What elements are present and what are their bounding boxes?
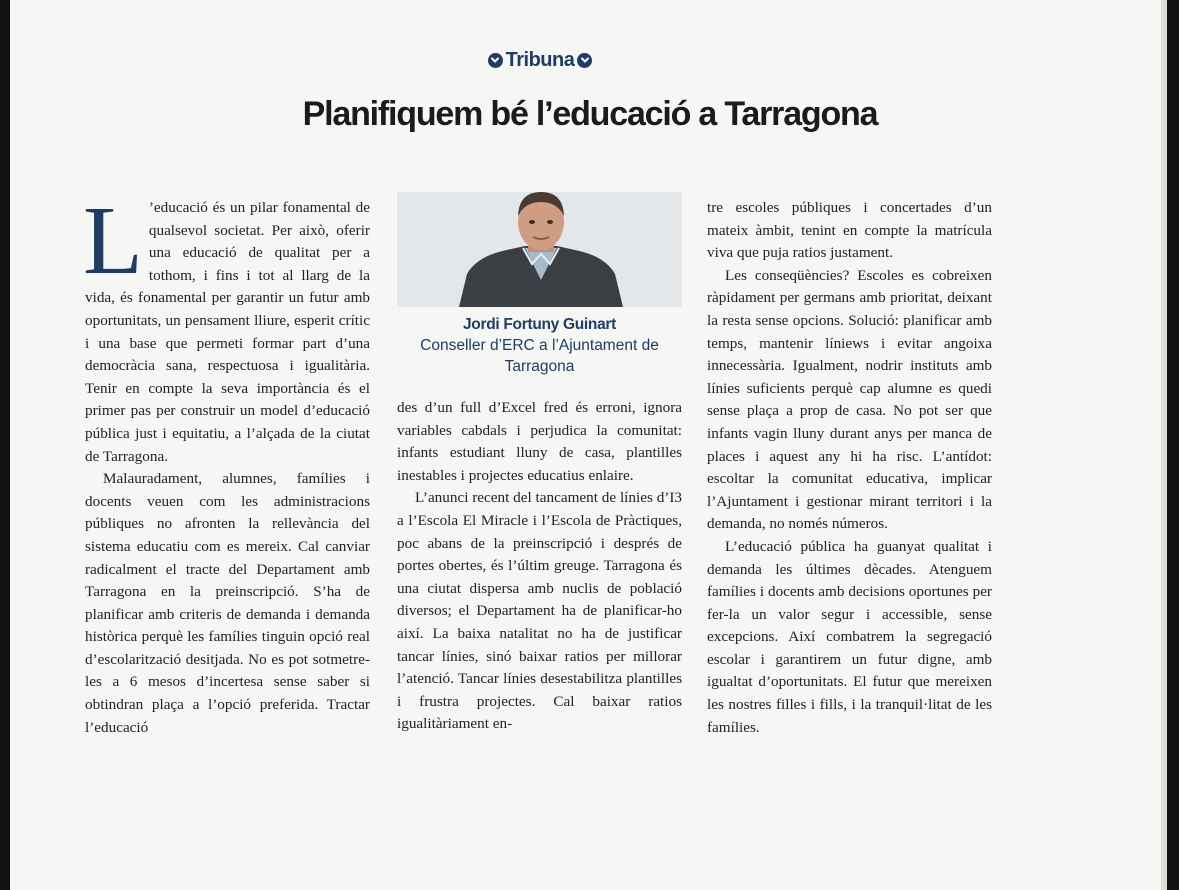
- article-paragraph: L’anunci recent del tancament de línies d’I3 a l’Escola El Miracle i l’Escola de Pràctiques, poc abans de la preinscripció i després de portes obertes, és l’últim greuge. Tarragona és una ciutat dispersa amb nuclis de població diversos; el Departament ha de planificar-ho així. La baixa natalitat no ha de justificar tancar línies, sinó baixar ratios per millorar l’atenció. Tancar línies desestabilitza plantilles i frustra projectes. Cal baixar ratios igualitàriament en-: [397, 489, 682, 733]
- author-name: Jordi Fortuny Guinart: [462, 316, 616, 333]
- author-role: Conseller d’ERC a l’Ajuntament de Tarragona: [420, 337, 659, 375]
- section-label: Tribuna: [505, 48, 575, 71]
- article-paragraph: des d’un full d’Excel fred és erroni, ignora variables cabdals i perjudica la comunitat: infants estudiant lluny de casa, plantilles inestables i projectes educatius enlaire.: [397, 399, 682, 484]
- article-paragraph: L’educació pública ha guanyat qualitat i demanda les últimes dècades. Atenguem famílies i docents amb decisions oportunes per fer-la un valor segur i accessible, sense excepcions. Així combatrem la segregació escolar i garantirem un futur digne, amb igualtat d’oportunitats. El futur que mereixen les nostres filles i fills, i la tranquil·litat de les famílies.: [707, 537, 992, 736]
- article-column-1: [83, 187, 370, 739]
- dropcap: L: [83, 187, 143, 295]
- chevron-down-circle-icon: [577, 53, 592, 68]
- article-paragraph: tre escoles públiques i concertades d’un mateix àmbit, tenint en compte la matrícula viva que puja ratios justament.: [707, 199, 992, 262]
- article-column-2: [397, 397, 682, 736]
- author-photo: [397, 192, 682, 307]
- byline: [397, 314, 682, 377]
- newspaper-page: [10, 0, 1167, 890]
- article-paragraph: Malauradament, alumnes, famílies i docents veuen com les administracions públiques no afronten la rellevància del sistema educatiu com es mereix. Cal canviar radicalment el tracte del Departament amb Tarragona en la preinscripció. S’ha de planificar amb criteris de demanda i demanda històrica perquè les famílies tinguin opció real d’escolarització desitjada. No es pot sotmetre-les a 6 mesos d’incertesa sense saber si obtindran plaça a l’opció preferida. Tractar l’educació: [85, 470, 370, 736]
- chevron-down-circle-icon: [488, 53, 503, 68]
- article-paragraph: Les conseqüències? Escoles es cobreixen ràpidament per germans amb prioritat, deixant la resta sense opcions. Solució: planificar amb temps, mantenir líniews i evitar angoixa innecessària. Igualment, nodrir instituts amb línies suficients perquè cap alumne es quedi sense plaça a prop de casa. No pot ser que infants vagin lluny durant anys per manca de places i aquest any hi ha risc. L’antídot: escoltar la comunitat educativa, implicar l’Ajuntament i gestionar mirant territori i la demanda, no només números.: [707, 266, 992, 533]
- section-tag: [480, 47, 600, 73]
- article-column-3: [707, 197, 992, 739]
- article-paragraph: L ’educació és un pilar fonamental de qualsevol societat. Per això, oferir una educació de qualitat per a tothom, i fins i tot al llarg de la vida, és fonamental per garantir un futur amb oportunitats, un pensament lliure, esperit crític i una base que permeti formar part d’una democràcia sana, respectuosa i igualitària. Tenir en compte la seva importància és el primer pas per construir un model d’educació pública just i equitatiu, a l’alçada de la ciutat de Tarragona.: [83, 187, 370, 465]
- headline: Planifiquem bé l’educació a Tarragona: [302, 95, 878, 133]
- page-edge: [1161, 0, 1167, 890]
